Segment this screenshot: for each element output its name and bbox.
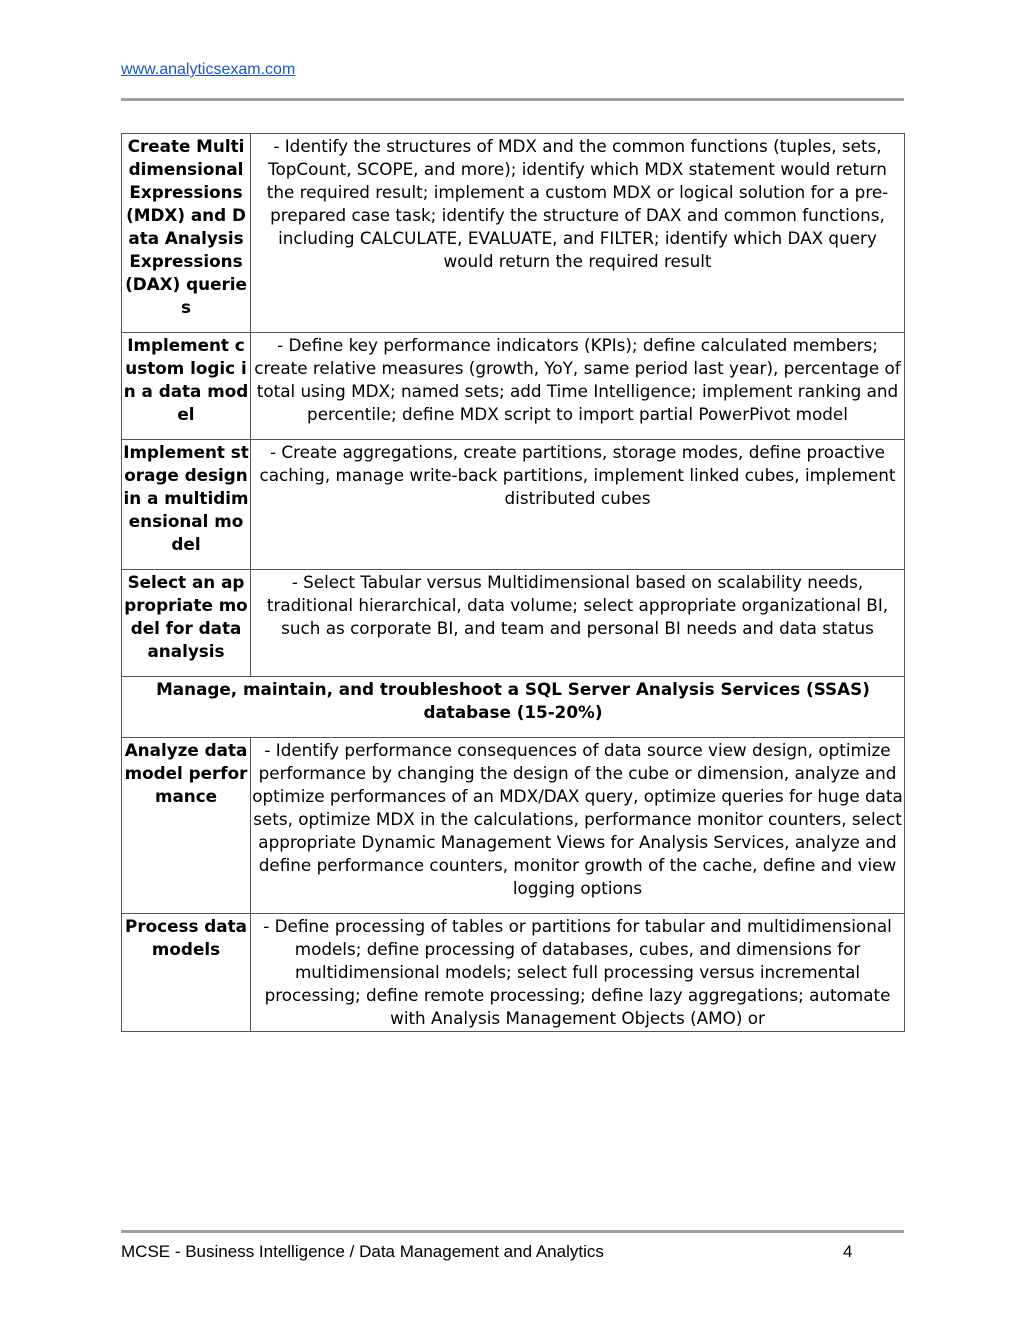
table-row [122, 570, 905, 677]
description-cell: - Define key performance indicators (KPIs); define calculated members; create relative measures (growth, YoY, same period last year), percentage of total using MDX; named sets; add Time Intelligence; implement ranking and percentile; define MDX script to import partial PowerPivot model [251, 333, 905, 440]
topic-cell: Select an appropriate model for data analysis [122, 570, 251, 677]
table-row [122, 134, 905, 333]
description-cell: - Create aggregations, create partitions, storage modes, define proactive caching, manage write-back partitions, implement linked cubes, implement distributed cubes [251, 440, 905, 570]
section-heading: Manage, maintain, and troubleshoot a SQL Server Analysis Services (SSAS) database (15-20%) [122, 677, 905, 738]
site-link[interactable]: www.analyticsexam.com [121, 61, 296, 78]
topic-cell: Implement custom logic in a data model [122, 333, 251, 440]
topic-cell: Implement storage design in a multidimensional model [122, 440, 251, 570]
section-heading-row [122, 677, 905, 738]
description-cell: - Identify the structures of MDX and the common functions (tuples, sets, TopCount, SCOPE, and more); identify which MDX statement would return the required result; implement a custom MDX or logical solution for a pre-prepared case task; identify the structure of DAX and common functions, including CALCULATE, EVALUATE, and FILTER; identify which DAX query would return the required result [251, 134, 905, 333]
topic-cell: Process data models [122, 914, 251, 1032]
header-divider [121, 98, 904, 101]
topic-cell: Create Multidimensional Expressions (MDX) and Data Analysis Expressions (DAX) queries [122, 134, 251, 333]
description-cell: - Identify performance consequences of data source view design, optimize performance by changing the design of the cube or dimension, analyze and optimize performances of an MDX/DAX query, optimize queries for huge data sets, optimize MDX in the calculations, performance monitor counters, select appropriate Dynamic Management Views for Analysis Services, analyze and define performance counters, monitor growth of the cache, define and view logging options [251, 738, 905, 914]
table-row [122, 738, 905, 914]
table-row [122, 914, 905, 1032]
page-number: 4 [843, 1242, 853, 1261]
table-row [122, 440, 905, 570]
table-row [122, 333, 905, 440]
description-cell: - Select Tabular versus Multidimensional based on scalability needs, traditional hierarchical, data volume; select appropriate organizational BI, such as corporate BI, and team and personal BI needs and data status [251, 570, 905, 677]
footer-title: MCSE - Business Intelligence / Data Management and Analytics [121, 1242, 604, 1261]
syllabus-table [121, 133, 905, 1032]
footer-divider [121, 1230, 904, 1233]
description-cell: - Define processing of tables or partitions for tabular and multidimensional models; define processing of databases, cubes, and dimensions for multidimensional models; select full processing versus incremental processing; define remote processing; define lazy aggregations; automate with Analysis Management Objects (AMO) or [251, 914, 905, 1032]
topic-cell: Analyze data model performance [122, 738, 251, 914]
